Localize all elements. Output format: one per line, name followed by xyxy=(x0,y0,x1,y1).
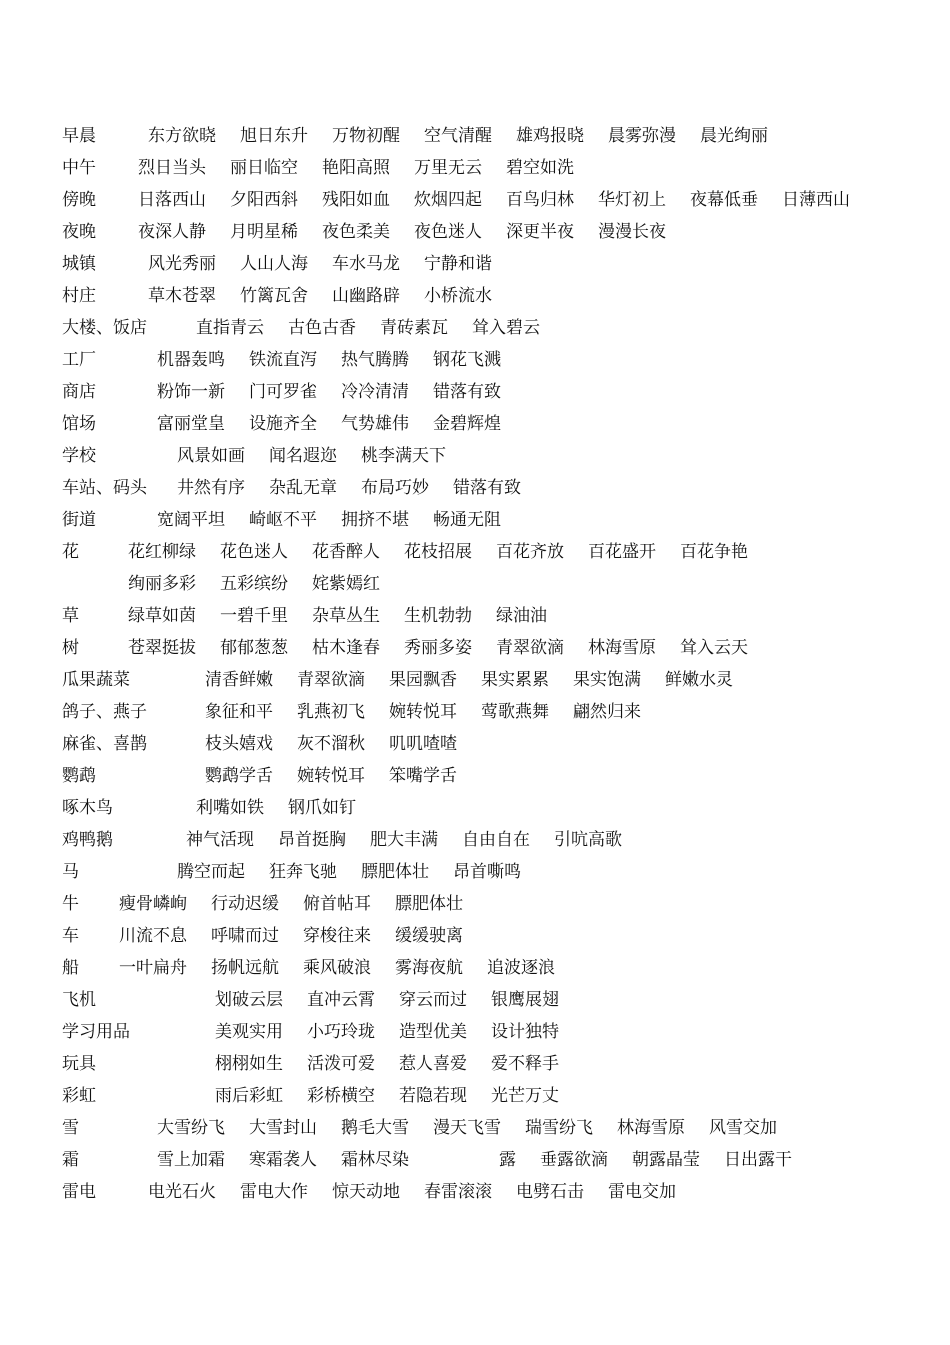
entry-row xyxy=(0,1144,950,1176)
entry-row xyxy=(0,408,950,440)
phrase: 昂首挺胸 xyxy=(278,830,346,850)
category-label: 花 xyxy=(62,542,79,562)
phrase: 夜色迷人 xyxy=(414,222,482,242)
entry-row xyxy=(0,216,950,248)
phrase: 冷冷清清 xyxy=(341,382,409,402)
phrase: 漫漫长夜 xyxy=(598,222,666,242)
phrase: 造型优美 xyxy=(399,1022,467,1042)
category-label: 啄木鸟 xyxy=(62,798,113,818)
phrase: 炊烟四起 xyxy=(414,190,482,210)
category-label: 船 xyxy=(62,958,79,978)
phrase: 俯首帖耳 xyxy=(303,894,371,914)
phrase: 宽阔平坦 xyxy=(157,510,225,530)
phrase: 月明星稀 xyxy=(230,222,298,242)
entry-row xyxy=(0,952,950,984)
phrase: 钢花飞溅 xyxy=(433,350,501,370)
entry-row xyxy=(0,792,950,824)
entry-row xyxy=(0,376,950,408)
category-label: 工厂 xyxy=(62,350,96,370)
entry-row xyxy=(0,664,950,696)
entry-row xyxy=(0,344,950,376)
phrase: 风光秀丽 xyxy=(148,254,216,274)
entry-row xyxy=(0,568,950,600)
phrase: 耸入碧云 xyxy=(472,318,540,338)
phrase: 日出露干 xyxy=(724,1150,792,1170)
phrase: 缓缓驶离 xyxy=(395,926,463,946)
phrase: 雷电交加 xyxy=(608,1182,676,1202)
phrase: 婉转悦耳 xyxy=(389,702,457,722)
phrase: 大雪封山 xyxy=(249,1118,317,1138)
entry-row xyxy=(0,1080,950,1112)
category-label: 树 xyxy=(62,638,79,658)
category-label: 城镇 xyxy=(62,254,96,274)
phrase: 百鸟归林 xyxy=(506,190,574,210)
phrase: 露 xyxy=(499,1150,516,1170)
phrase: 惹人喜爱 xyxy=(399,1054,467,1074)
phrase: 畅通无阻 xyxy=(433,510,501,530)
entry-row xyxy=(0,856,950,888)
category-label: 鸽子、燕子 xyxy=(62,702,147,722)
phrase: 林海雪原 xyxy=(588,638,656,658)
phrase: 杂乱无章 xyxy=(269,478,337,498)
category-label: 玩具 xyxy=(62,1054,96,1074)
phrase: 狂奔飞驰 xyxy=(269,862,337,882)
phrase: 光芒万丈 xyxy=(491,1086,559,1106)
phrase: 空气清醒 xyxy=(424,126,492,146)
entry-row xyxy=(0,504,950,536)
phrase: 百花盛开 xyxy=(588,542,656,562)
phrase: 果实累累 xyxy=(481,670,549,690)
phrase: 草木苍翠 xyxy=(148,286,216,306)
category-label: 马 xyxy=(62,862,79,882)
phrase: 闻名遐迩 xyxy=(269,446,337,466)
phrase: 雾海夜航 xyxy=(395,958,463,978)
category-label: 车站、码头 xyxy=(62,478,147,498)
phrase: 直指青云 xyxy=(196,318,264,338)
phrase: 霜林尽染 xyxy=(341,1150,409,1170)
phrase: 风景如画 xyxy=(177,446,245,466)
phrase: 粉饰一新 xyxy=(157,382,225,402)
phrase: 枝头嬉戏 xyxy=(205,734,273,754)
category-label: 飞机 xyxy=(62,990,96,1010)
phrase: 肥大丰满 xyxy=(370,830,438,850)
category-label: 鹦鹉 xyxy=(62,766,96,786)
phrase: 人山人海 xyxy=(240,254,308,274)
phrase: 瘦骨嶙峋 xyxy=(119,894,187,914)
phrase: 绿油油 xyxy=(496,606,547,626)
entry-row xyxy=(0,984,950,1016)
category-label: 雷电 xyxy=(62,1182,96,1202)
phrase: 晨光绚丽 xyxy=(700,126,768,146)
phrase: 彩桥横空 xyxy=(307,1086,375,1106)
phrase: 穿梭往来 xyxy=(303,926,371,946)
entry-row xyxy=(0,696,950,728)
category-label: 傍晚 xyxy=(62,190,96,210)
phrase: 日薄西山 xyxy=(782,190,850,210)
entry-row xyxy=(0,920,950,952)
phrase: 穿云而过 xyxy=(399,990,467,1010)
phrase: 青翠欲滴 xyxy=(496,638,564,658)
phrase: 错落有致 xyxy=(453,478,521,498)
phrase: 生机勃勃 xyxy=(404,606,472,626)
phrase: 鹅毛大雪 xyxy=(341,1118,409,1138)
phrase: 呼啸而过 xyxy=(211,926,279,946)
category-label: 瓜果蔬菜 xyxy=(62,670,130,690)
phrase: 垂露欲滴 xyxy=(540,1150,608,1170)
phrase: 秀丽多姿 xyxy=(404,638,472,658)
phrase: 绿草如茵 xyxy=(128,606,196,626)
phrase: 青砖素瓦 xyxy=(380,318,448,338)
phrase: 一叶扁舟 xyxy=(119,958,187,978)
phrase: 苍翠挺拔 xyxy=(128,638,196,658)
phrase: 姹紫嫣红 xyxy=(312,574,380,594)
phrase: 朝露晶莹 xyxy=(632,1150,700,1170)
phrase: 小桥流水 xyxy=(424,286,492,306)
phrase: 大雪纷飞 xyxy=(157,1118,225,1138)
phrase: 残阳如血 xyxy=(322,190,390,210)
phrase: 五彩缤纷 xyxy=(220,574,288,594)
phrase: 花香醉人 xyxy=(312,542,380,562)
category-label: 夜晚 xyxy=(62,222,96,242)
phrase: 自由自在 xyxy=(462,830,530,850)
phrase: 笨嘴学舌 xyxy=(389,766,457,786)
phrase: 腾空而起 xyxy=(177,862,245,882)
phrase: 婉转悦耳 xyxy=(297,766,365,786)
phrase: 钢爪如钉 xyxy=(288,798,356,818)
phrase: 设计独特 xyxy=(491,1022,559,1042)
phrase: 华灯初上 xyxy=(598,190,666,210)
phrase: 翩然归来 xyxy=(573,702,641,722)
phrase: 桃李满天下 xyxy=(361,446,446,466)
phrase: 惊天动地 xyxy=(332,1182,400,1202)
phrase: 灰不溜秋 xyxy=(297,734,365,754)
entry-row xyxy=(0,280,950,312)
phrase: 扬帆远航 xyxy=(211,958,279,978)
phrase: 深更半夜 xyxy=(506,222,574,242)
phrase: 杂草丛生 xyxy=(312,606,380,626)
category-label: 霜 xyxy=(62,1150,79,1170)
phrase: 行动迟缓 xyxy=(211,894,279,914)
phrase: 夜深人静 xyxy=(138,222,206,242)
phrase: 若隐若现 xyxy=(399,1086,467,1106)
phrase: 鲜嫩水灵 xyxy=(665,670,733,690)
category-label: 彩虹 xyxy=(62,1086,96,1106)
phrase: 寒霜袭人 xyxy=(249,1150,317,1170)
phrase: 机器轰鸣 xyxy=(157,350,225,370)
phrase: 神气活现 xyxy=(186,830,254,850)
phrase: 绚丽多彩 xyxy=(128,574,196,594)
phrase: 川流不息 xyxy=(119,926,187,946)
phrase: 夜幕低垂 xyxy=(690,190,758,210)
entry-row xyxy=(0,440,950,472)
phrase: 栩栩如生 xyxy=(215,1054,283,1074)
phrase: 引吭高歌 xyxy=(554,830,622,850)
phrase: 雄鸡报晓 xyxy=(516,126,584,146)
phrase: 利嘴如铁 xyxy=(196,798,264,818)
entry-row xyxy=(0,760,950,792)
category-label: 鸡鸭鹅 xyxy=(62,830,113,850)
phrase: 清香鲜嫩 xyxy=(205,670,273,690)
category-label: 学校 xyxy=(62,446,96,466)
phrase: 直冲云霄 xyxy=(307,990,375,1010)
entry-row xyxy=(0,184,950,216)
category-label: 车 xyxy=(62,926,79,946)
phrase: 划破云层 xyxy=(215,990,283,1010)
category-label: 大楼、饭店 xyxy=(62,318,147,338)
entry-row xyxy=(0,536,950,568)
phrase: 井然有序 xyxy=(177,478,245,498)
entry-row xyxy=(0,248,950,280)
category-label: 中午 xyxy=(62,158,96,178)
phrase: 金碧辉煌 xyxy=(433,414,501,434)
phrase: 设施齐全 xyxy=(249,414,317,434)
phrase: 果实饱满 xyxy=(573,670,641,690)
category-label: 麻雀、喜鹊 xyxy=(62,734,147,754)
phrase: 富丽堂皇 xyxy=(157,414,225,434)
category-label: 学习用品 xyxy=(62,1022,130,1042)
phrase: 林海雪原 xyxy=(617,1118,685,1138)
phrase: 烈日当头 xyxy=(138,158,206,178)
phrase: 果园飘香 xyxy=(389,670,457,690)
entry-row xyxy=(0,1112,950,1144)
phrase: 拥挤不堪 xyxy=(341,510,409,530)
phrase: 雨后彩虹 xyxy=(215,1086,283,1106)
phrase: 枯木逢春 xyxy=(312,638,380,658)
phrase: 气势雄伟 xyxy=(341,414,409,434)
entry-row xyxy=(0,152,950,184)
phrase: 莺歌燕舞 xyxy=(481,702,549,722)
phrase: 风雪交加 xyxy=(709,1118,777,1138)
phrase: 漫天飞雪 xyxy=(433,1118,501,1138)
phrase: 丽日临空 xyxy=(230,158,298,178)
phrase: 碧空如洗 xyxy=(506,158,574,178)
entry-row xyxy=(0,1016,950,1048)
category-label: 村庄 xyxy=(62,286,96,306)
phrase: 铁流直泻 xyxy=(249,350,317,370)
phrase: 春雷滚滚 xyxy=(424,1182,492,1202)
phrase: 小巧玲珑 xyxy=(307,1022,375,1042)
phrase: 夕阳西斜 xyxy=(230,190,298,210)
category-label: 雪 xyxy=(62,1118,79,1138)
entry-row xyxy=(0,728,950,760)
phrase: 万里无云 xyxy=(414,158,482,178)
category-label: 街道 xyxy=(62,510,96,530)
entry-row xyxy=(0,600,950,632)
phrase: 一碧千里 xyxy=(220,606,288,626)
phrase: 郁郁葱葱 xyxy=(220,638,288,658)
entry-row xyxy=(0,1048,950,1080)
phrase: 电光石火 xyxy=(148,1182,216,1202)
phrase: 旭日东升 xyxy=(240,126,308,146)
phrase: 活泼可爱 xyxy=(307,1054,375,1074)
phrase: 美观实用 xyxy=(215,1022,283,1042)
phrase: 爱不释手 xyxy=(491,1054,559,1074)
phrase: 花色迷人 xyxy=(220,542,288,562)
phrase: 晨雾弥漫 xyxy=(608,126,676,146)
phrase: 电劈石击 xyxy=(516,1182,584,1202)
phrase: 宁静和谐 xyxy=(424,254,492,274)
phrase: 万物初醒 xyxy=(332,126,400,146)
phrase: 雪上加霜 xyxy=(157,1150,225,1170)
category-label: 牛 xyxy=(62,894,79,914)
phrase: 乘风破浪 xyxy=(303,958,371,978)
entry-row xyxy=(0,632,950,664)
phrase: 日落西山 xyxy=(138,190,206,210)
phrase: 昂首嘶鸣 xyxy=(453,862,521,882)
phrase: 东方欲晓 xyxy=(148,126,216,146)
phrase: 乳燕初飞 xyxy=(297,702,365,722)
phrase: 热气腾腾 xyxy=(341,350,409,370)
phrase: 银鹰展翅 xyxy=(491,990,559,1010)
phrase: 花枝招展 xyxy=(404,542,472,562)
phrase: 青翠欲滴 xyxy=(297,670,365,690)
phrase: 膘肥体壮 xyxy=(361,862,429,882)
category-label: 商店 xyxy=(62,382,96,402)
phrase: 车水马龙 xyxy=(332,254,400,274)
entry-row xyxy=(0,472,950,504)
phrase: 膘肥体壮 xyxy=(395,894,463,914)
phrase: 瑞雪纷飞 xyxy=(525,1118,593,1138)
phrase: 竹篱瓦舍 xyxy=(240,286,308,306)
phrase: 耸入云天 xyxy=(680,638,748,658)
category-label: 馆场 xyxy=(62,414,96,434)
phrase: 象征和平 xyxy=(205,702,273,722)
phrase: 夜色柔美 xyxy=(322,222,390,242)
phrase: 雷电大作 xyxy=(240,1182,308,1202)
category-label: 草 xyxy=(62,606,79,626)
entry-row xyxy=(0,824,950,856)
phrase: 门可罗雀 xyxy=(249,382,317,402)
phrase: 百花争艳 xyxy=(680,542,748,562)
entry-row xyxy=(0,120,950,152)
entry-row xyxy=(0,312,950,344)
phrase: 花红柳绿 xyxy=(128,542,196,562)
phrase: 百花齐放 xyxy=(496,542,564,562)
phrase: 错落有致 xyxy=(433,382,501,402)
phrase: 艳阳高照 xyxy=(322,158,390,178)
phrase: 鹦鹉学舌 xyxy=(205,766,273,786)
category-label: 早晨 xyxy=(62,126,96,146)
entry-row xyxy=(0,888,950,920)
phrase: 崎岖不平 xyxy=(249,510,317,530)
phrase: 布局巧妙 xyxy=(361,478,429,498)
phrase: 叽叽喳喳 xyxy=(389,734,457,754)
phrase: 古色古香 xyxy=(288,318,356,338)
phrase: 追波逐浪 xyxy=(487,958,555,978)
entry-row xyxy=(0,1176,950,1208)
phrase: 山幽路辟 xyxy=(332,286,400,306)
